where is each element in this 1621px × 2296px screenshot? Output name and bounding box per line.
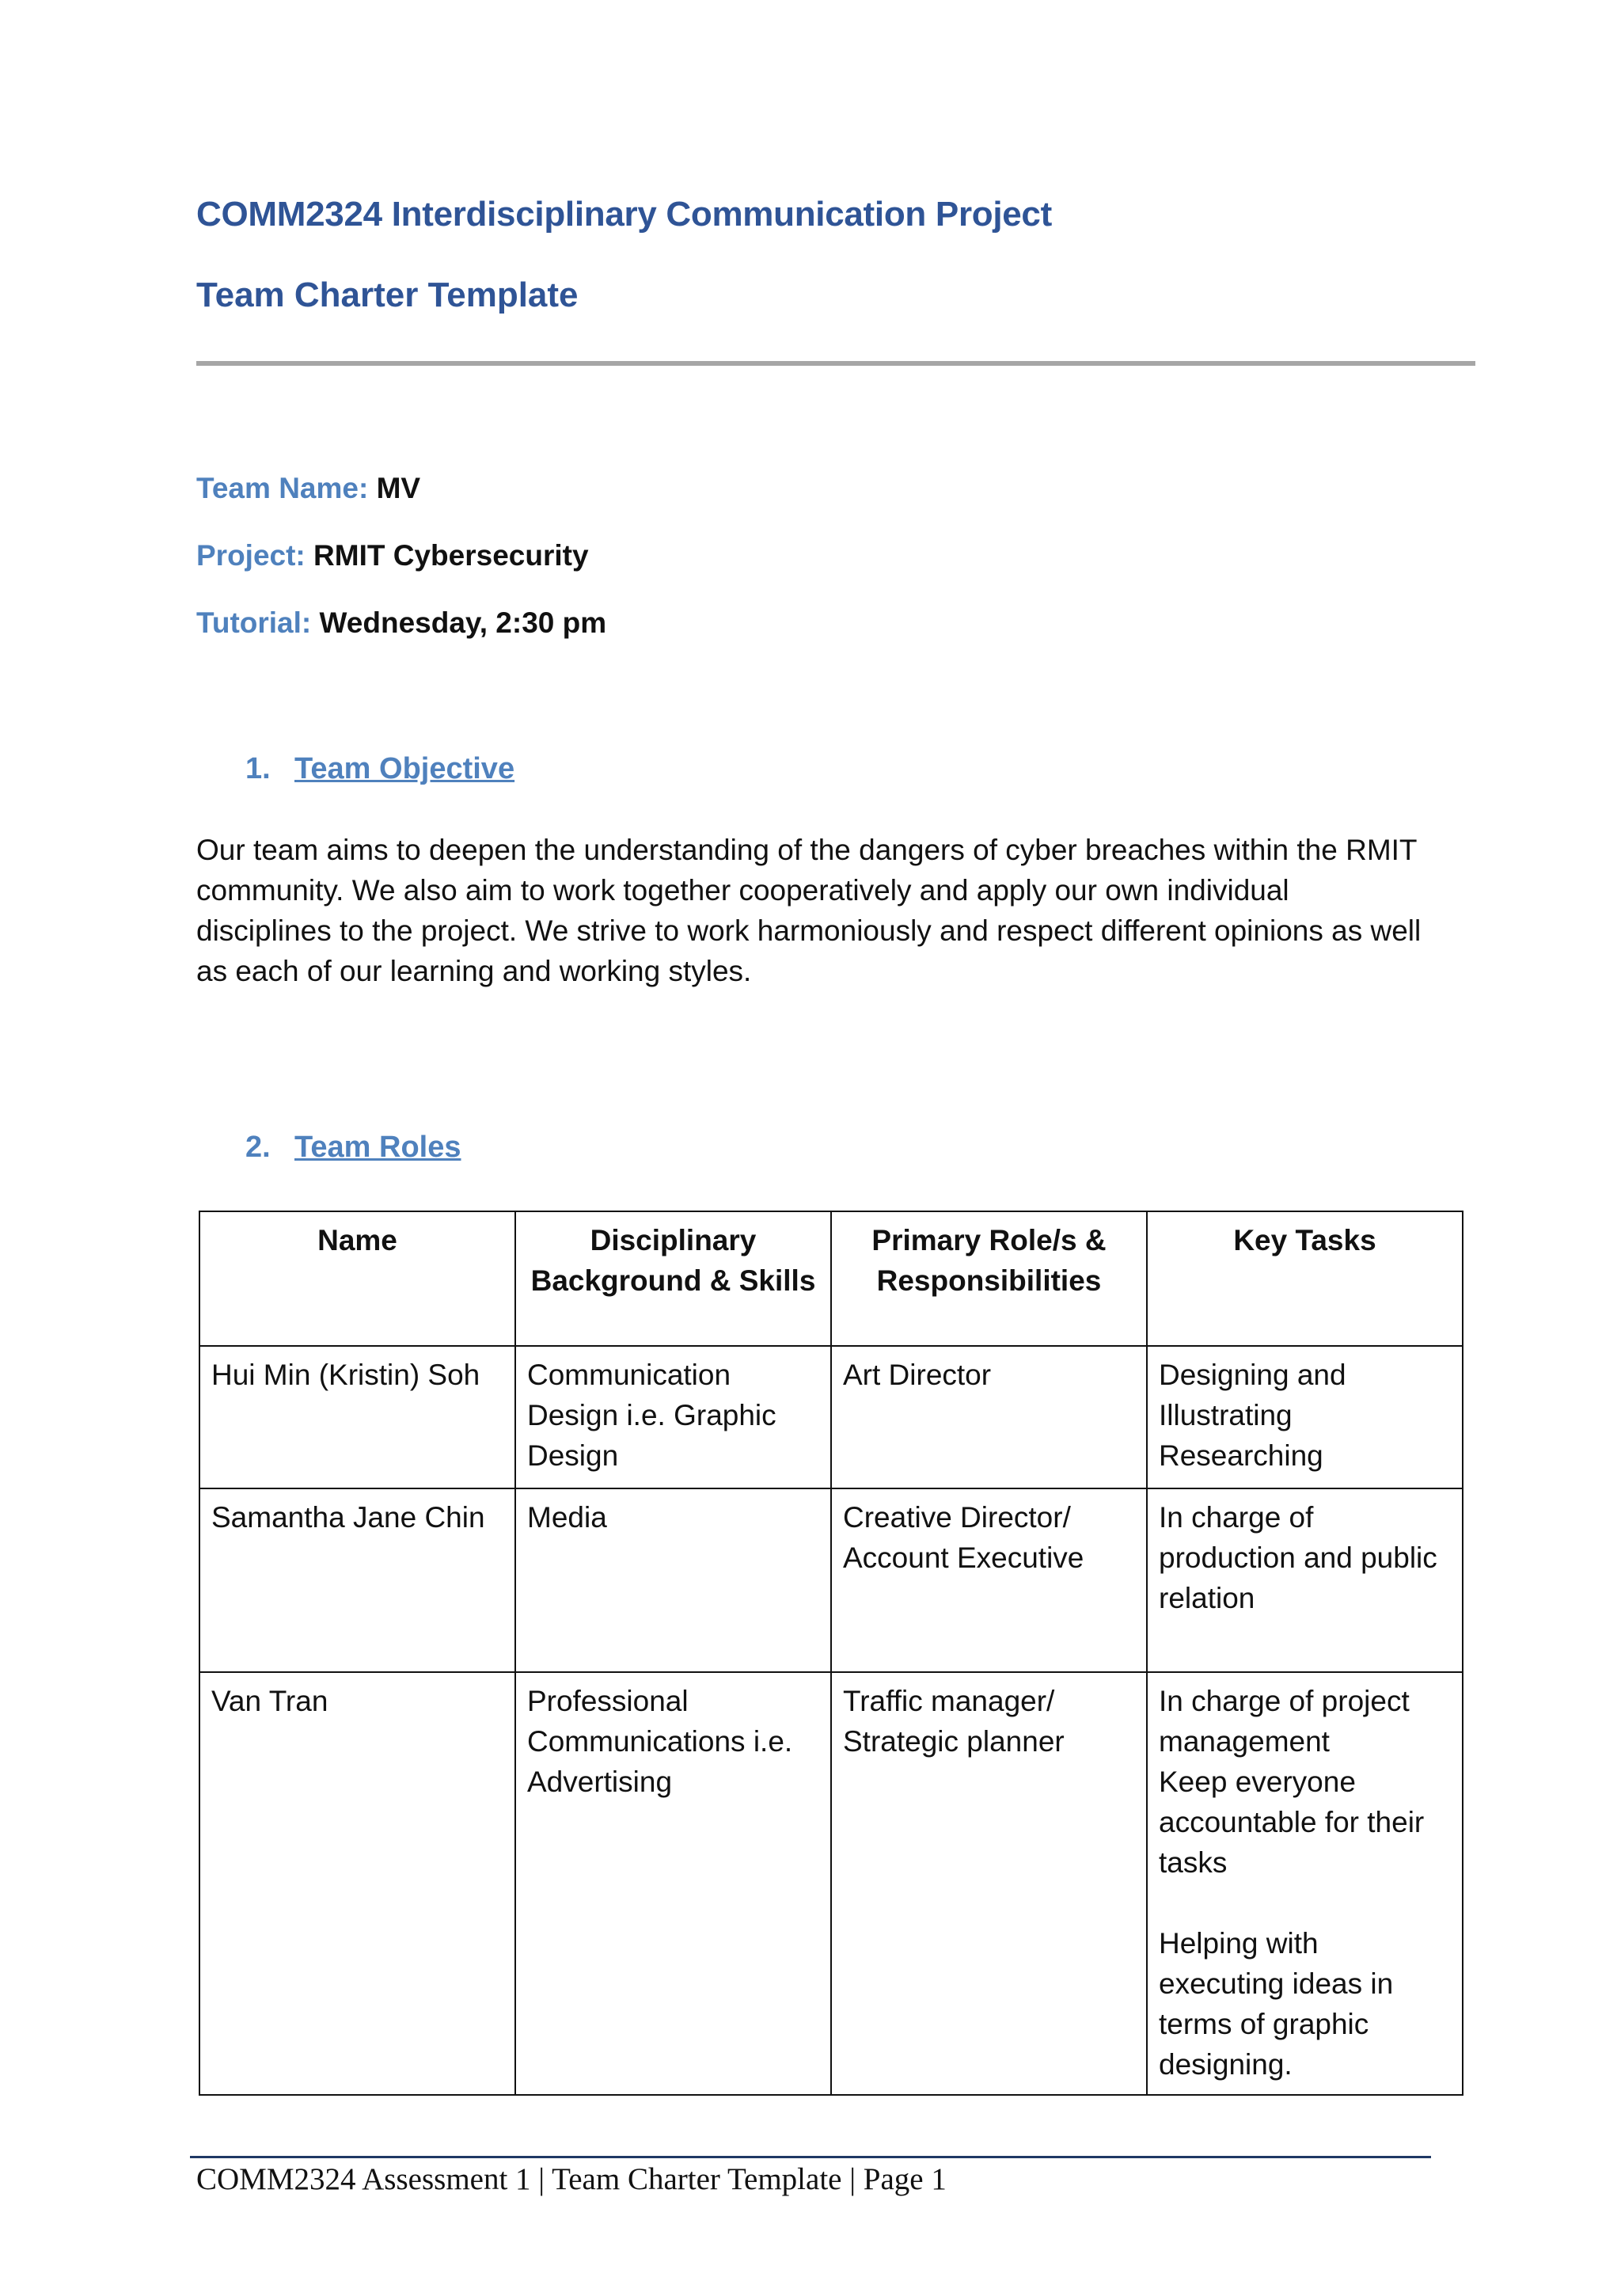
title-divider [196,361,1475,366]
table-row [199,1488,1463,1672]
table-row [199,1672,1463,2095]
header-key-tasks: Key Tasks [1147,1211,1463,1346]
document-title: COMM2324 Interdisciplinary Communication Project [196,195,1052,234]
member-tasks [1147,1346,1463,1488]
project-value: RMIT Cybersecurity [313,539,589,572]
section-title: Team Objective [294,752,515,785]
member-tasks [1147,1488,1463,1672]
member-background: Communication Design i.e. Graphic Design [515,1346,831,1488]
member-tasks [1147,1672,1463,2095]
table-header-row [199,1211,1463,1346]
header-background: Disciplinary Background & Skills [515,1211,831,1346]
section-heading-team-objective [245,752,514,786]
section-number: 2. [245,1131,271,1164]
table-row [199,1346,1463,1488]
team-name-label: Team Name: [196,472,369,504]
team-objective-text: Our team aims to deepen the understanding of the dangers of cyber breaches within the RMIT community. We also aim to work together cooperatively and apply our own individual disciplines to the project. We strive to work harmoniously and respect different opinions as well as each of our learning and working styles. [196,834,1422,987]
team-name-line [196,472,420,505]
header-role: Primary Role/s & Responsibilities [831,1211,1147,1346]
team-roles-table [199,1211,1463,2096]
member-name: Samantha Jane Chin [199,1488,515,1672]
member-name: Hui Min (Kristin) Soh [199,1346,515,1488]
tutorial-value: Wednesday, 2:30 pm [319,606,607,639]
member-background: Media [515,1488,831,1672]
member-role: Art Director [831,1346,1147,1488]
section-title: Team Roles [294,1131,461,1164]
member-background: Professional Communications i.e. Advertising [515,1672,831,2095]
header-name: Name [199,1211,515,1346]
team-name-value: MV [376,472,421,504]
task-spacer [1159,1883,1451,1923]
section-heading-team-roles [245,1131,461,1165]
task-line: Designing and Illustrating [1159,1359,1346,1431]
task-line: In charge of production and public relation [1159,1501,1437,1614]
tutorial-label: Tutorial: [196,606,312,639]
footer-divider [190,2156,1431,2158]
task-line: Keep everyone accountable for their tasks [1159,1766,1425,1879]
project-line [196,539,589,572]
task-line: Helping with executing ideas in terms of graphic designing. [1159,1927,1394,2081]
member-role: Traffic manager/ Strategic planner [831,1672,1147,2095]
task-line: Researching [1159,1439,1323,1472]
section-number: 1. [245,752,271,785]
task-line: In charge of project management [1159,1685,1410,1758]
member-name: Van Tran [199,1672,515,2095]
project-label: Project: [196,539,306,572]
page-footer: COMM2324 Assessment 1 | Team Charter Template | Page 1 [196,2162,947,2196]
member-role: Creative Director/ Account Executive [831,1488,1147,1672]
document-subtitle: Team Charter Template [196,276,579,314]
tutorial-line [196,606,606,640]
